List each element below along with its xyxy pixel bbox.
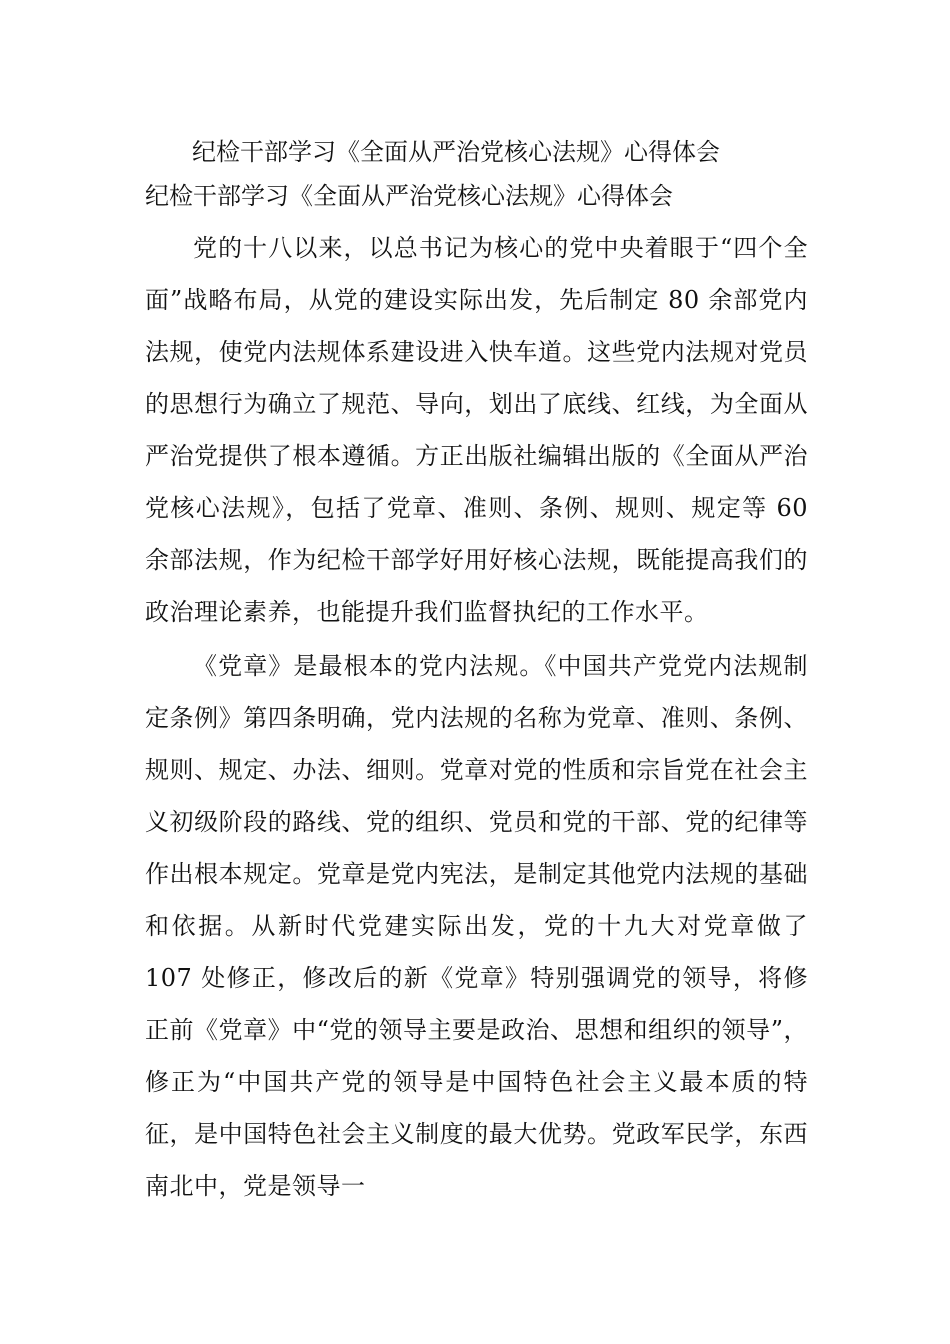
paragraph-1: 党的十八以来，以总书记为核心的党中央着眼于“四个全面”战略布局，从党的建设实际出发，先后制定 80 余部党内法规，使党内法规体系建设进入快车道。这些党内法规对党员的思想行为确立了规范、导向，划出了底线、红线，为全面从严治党提供了根本遵循。方正出版社编辑出版的《全面从严治党核心法规》，包括了党章、准则、条例、规则、规定等 60 余部法规，作为纪检干部学好用好核心法规，既能提高我们的政治理论素养，也能提升我们监督执纪的工作水平。	[145, 234, 808, 626]
paragraph-2: 《党章》是最根本的党内法规。《中国共产党党内法规制定条例》第四条明确，党内法规的名称为党章、准则、条例、规则、规定、办法、细则。党章对党的性质和宗旨党在社会主义初级阶段的路线、党的组织、党员和党的干部、党的纪律等作出根本规定。党章是党内宪法，是制定其他党内法规的基础和依据。从新时代党建实际出发，党的十九大对党章做了 107 处修正，修改后的新《党章》特别强调党的领导，将修正前《党章》中“党的领导主要是政治、思想和组织的领导”，修正为“中国共产党的领导是中国特色社会主义最本质的特征，是中国特色社会主义制度的最大优势。党政军民学，东西南北中，党是领导一	[145, 652, 808, 1200]
document-title-repeat: 纪检干部学习《全面从严治党核心法规》心得体会	[145, 182, 673, 210]
document-body	[145, 130, 808, 1212]
document-title: 纪检干部学习《全面从严治党核心法规》心得体会	[192, 138, 720, 166]
